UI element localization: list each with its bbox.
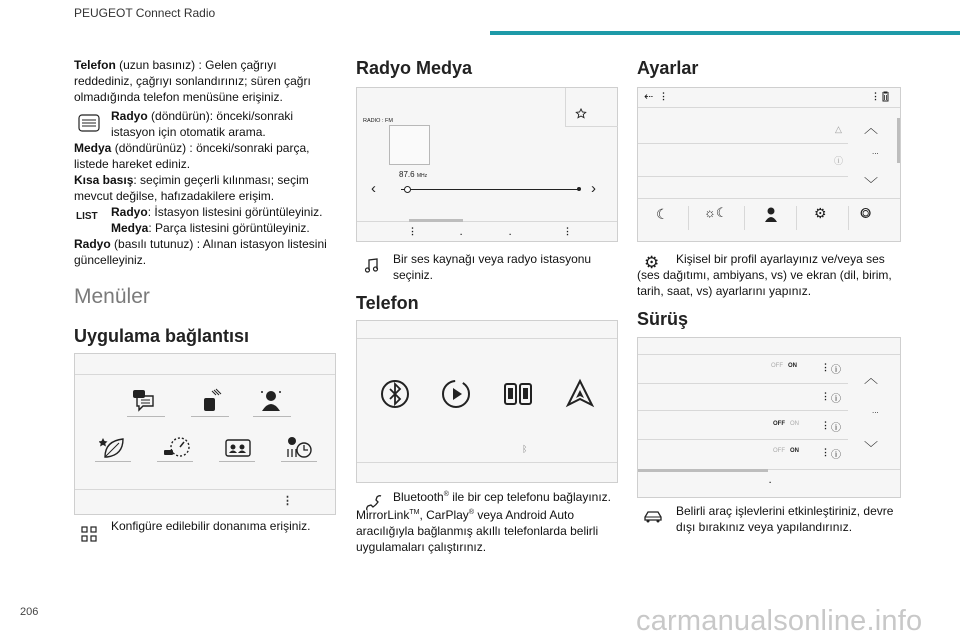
toggle-off-label: OFF [773,421,785,427]
radyo-text: (döndürün): önceki/sonraki istasyon için otomatik arama. [111,109,294,139]
car-icon [643,510,663,524]
radyo2-bold: Radyo [74,237,111,251]
frequency-number: 87.6 [399,170,415,179]
settings-scrollbar[interactable] [897,118,900,163]
frequency-unit: MHz [416,173,428,179]
list-medya-line [111,220,331,236]
tel-cap-sup3: ® [468,509,474,516]
ayarlar-heading: Ayarlar [637,58,699,78]
toggle-off-label: OFF [771,363,783,369]
toggle-switch-3[interactable] [773,448,799,454]
source-menu-icon[interactable]: ⋮ [408,226,417,236]
toggle-switch-1[interactable] [771,363,797,369]
kisa-bold: Kısa basış [74,173,134,187]
frequency-slider-track[interactable] [401,189,579,190]
list-medya-bold: Medya [111,221,149,235]
radyo2-text: (basılı tutunuz) : Alınan istasyon listesini güncelleyiniz. [74,237,327,267]
kisa-text: : seçimin geçerli kılınması; seçim mevcut değilse, hafızadakilere erişim. [74,173,309,203]
telefon-paragraph [74,57,336,105]
chat-icon[interactable] [131,388,157,412]
list-label: LIST [76,211,98,222]
slider-end-dot [577,187,581,191]
telefon-caption [356,487,618,555]
back-arrow-icon[interactable]: ⇠ [644,91,654,103]
bluetooth-status-icon: ᛒ [522,444,528,454]
scroll-down-icon[interactable]: ﹀ [864,440,878,456]
radyo-medya-heading: Radyo Medya [356,58,473,78]
list-radyo-text: : İstasyon listesini görüntüleyiniz. [147,205,323,219]
android-auto-icon[interactable] [564,378,596,410]
surus-heading: Sürüş [637,309,689,329]
night-mode-icon[interactable]: ☾ [656,206,669,222]
telefon-text: (uzun basınız) : Gelen çağrıyı reddediniz, çağrıyı sonlandırınız; süren çağrı olmadığında telefon menüsüne erişiniz. [74,58,311,104]
album-art-placeholder [389,125,430,165]
more-options-icon[interactable]: ⋮ [282,495,293,507]
id-card-icon[interactable] [225,437,251,459]
surus-caption: Belirli araç işlevlerini etkinleştiriniz, devre dışı bırakınız veya yapılandırınız. [676,504,894,534]
radio-knob-icon [78,114,100,132]
row-info-icon[interactable]: ⓘ [831,450,841,461]
bluetooth-icon[interactable] [379,378,411,410]
tel-cap-2: ile bir cep telefonu bağlayınız. MirrorLink [356,490,611,522]
toggle-off-label: OFF [773,448,785,454]
settings-gear-icon: ⚙ [644,253,660,272]
warning-icon: △ [835,124,842,134]
carplay-icon[interactable] [440,378,472,410]
dot-icon: · [769,478,772,487]
medya-text: (döndürünüz) : önceki/sonraki parça, listede hareket ediniz. [74,141,310,171]
header-menu-icon[interactable]: ⋮ [659,91,668,101]
info-icon: ⓘ [834,156,844,166]
tel-cap-sup2: TM [409,509,420,516]
dot-icon: · [509,230,512,239]
toggle-switch-2[interactable] [773,421,799,427]
settings-screen [637,87,901,242]
header-accent-bar [490,31,960,35]
medya-bold: Medya [74,141,112,155]
scroll-up-icon[interactable]: ︿ [864,120,878,136]
list-radyo-bold: Radyo [111,205,148,219]
row-info-icon[interactable]: ⓘ [831,423,841,434]
eco-leaf-icon[interactable] [99,436,125,460]
kisa-paragraph [74,172,336,204]
row-menu-icon[interactable]: ⋮ [821,391,830,401]
tel-cap-1: Bluetooth [393,490,444,504]
prev-station-icon[interactable]: ‹ [371,180,376,197]
charging-gauge-icon[interactable] [163,436,191,460]
music-note-icon [364,257,380,273]
climate-timer-icon[interactable] [285,435,313,461]
radio-screen [356,87,618,242]
frequency-slider-handle[interactable] [404,186,411,193]
user-profile-icon[interactable] [259,388,283,412]
menuler-heading: Menüler [74,285,150,308]
row-menu-icon[interactable]: ⋮ [821,447,830,457]
row-info-icon[interactable]: ⓘ [831,365,841,376]
ellipsis-icon: ... [872,406,879,415]
telefon-bold: Telefon [74,58,116,72]
dot-icon: · [460,230,463,239]
options-menu-icon[interactable]: ⋮ [563,226,572,236]
tel-cap-3: , CarPlay [419,508,469,522]
mirrorlink-icon[interactable] [502,378,534,410]
day-night-icon[interactable]: ☼☾ [704,205,728,220]
tel-cap-4: veya Android Auto aracılığıyla bağlanmış akıllı telefonlarda belirli uygulamaları çalıştırınız. [356,508,599,554]
tel-cap-sup1: ® [443,491,449,498]
scroll-up-icon[interactable]: ︿ [864,370,878,386]
toggle-on-label: ON [790,421,800,427]
driving-screen [637,337,901,498]
running-header: PEUGEOT Connect Radio [74,6,216,20]
source-page-indicator [409,219,463,222]
ellipsis-icon: ... [872,147,879,156]
uygulama-caption: Konfigüre edilebilir donanıma erişiniz. [111,519,311,533]
list-radyo-line [111,204,331,220]
driving-page-indicator [638,469,768,472]
toggle-on-label: ON [790,448,800,454]
uygulama-heading: Uygulama bağlantısı [74,326,250,346]
phone-screen [356,320,618,483]
phone-mirror-icon[interactable] [200,388,222,412]
list-medya-text: : Parça listesini görüntüleyiniz. [148,221,310,235]
watermark: carmanualsonline.info [636,605,923,637]
frequency-value [399,170,427,179]
row-menu-icon[interactable]: ⋮ [821,420,830,430]
location-settings-icon[interactable]: ⭗ [860,205,872,221]
gear-settings-icon[interactable]: ⚙ [814,205,827,221]
grid-apps-icon [81,526,97,542]
radyo-paragraph [111,108,321,140]
settings-options-icon[interactable]: ⋮ [871,91,880,101]
radyo-bold: Radyo [111,109,148,123]
toggle-on-label: ON [788,363,798,369]
app-connect-screen [74,353,336,515]
profile-settings-icon[interactable] [763,206,779,222]
radyo2-paragraph [74,236,336,268]
telefon-heading: Telefon [356,293,419,313]
row-menu-icon[interactable]: ⋮ [821,362,830,372]
page-number: 206 [20,606,39,618]
scroll-down-icon[interactable]: ﹀ [864,176,878,192]
trash-icon[interactable] [881,91,890,102]
star-favorite-icon[interactable] [575,108,587,120]
next-station-icon[interactable]: › [591,180,596,197]
medya-paragraph [74,140,336,172]
row-info-icon[interactable]: ⓘ [831,394,841,405]
radyo-caption: Bir ses kaynağı veya radyo istasyonu seçiniz. [393,252,592,282]
radio-band-label: RADIO : FM [363,118,393,124]
ayarlar-caption: Kişisel bir profil ayarlayınız ve/veya ses (ses dağıtımı, ambiyans, vs) ve ekran (dil, birim, tarih, saat, vs) ayarlarını yapınız. [637,252,892,298]
